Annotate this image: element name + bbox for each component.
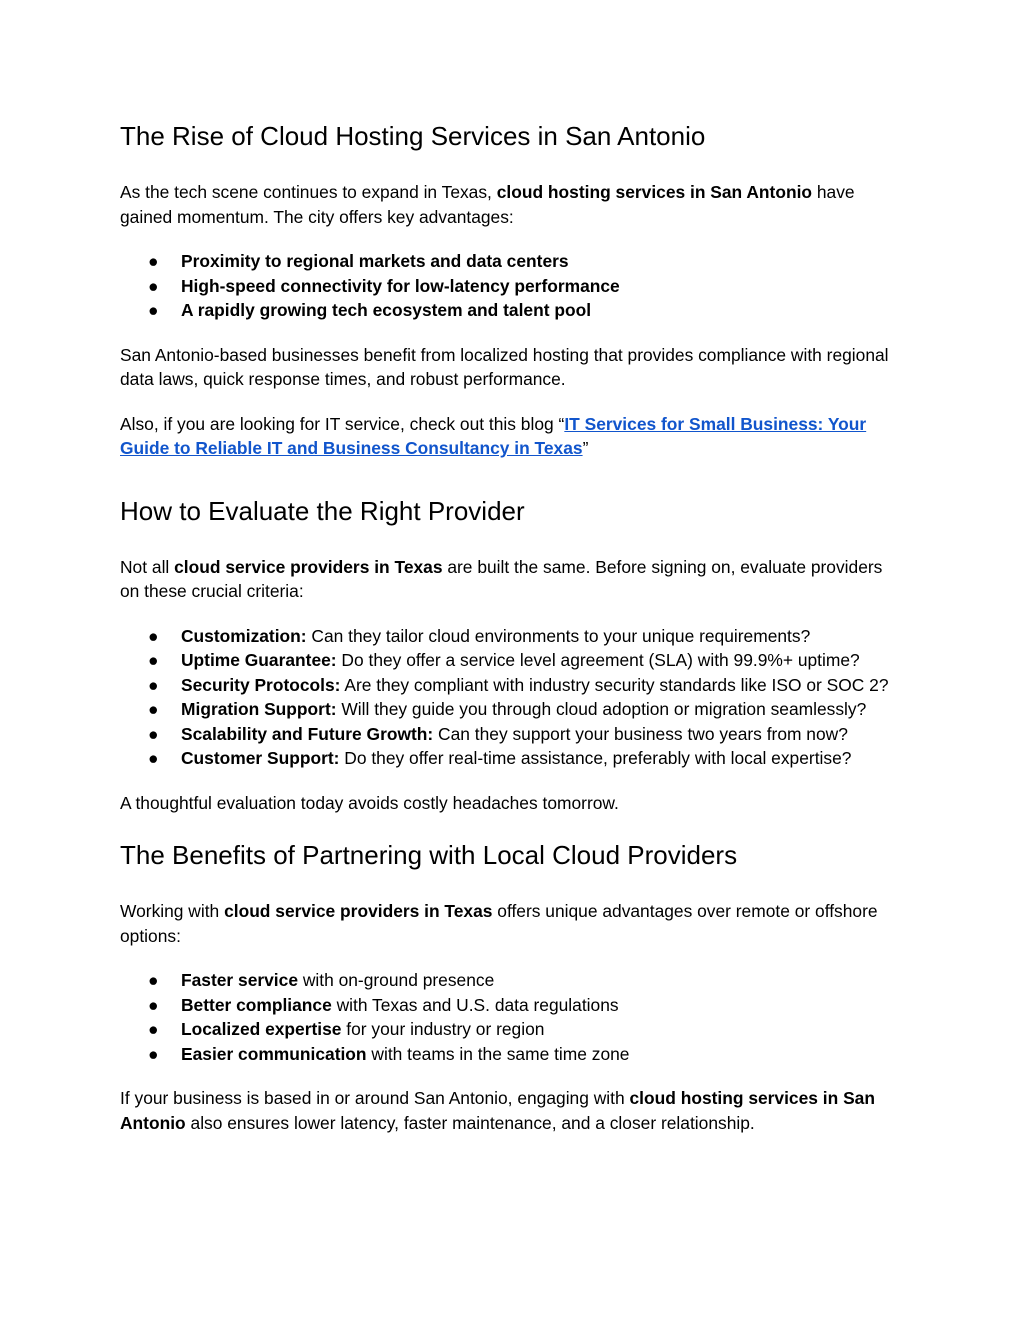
closing-text: If your business is based in or around San Antonio, engaging with — [120, 1088, 630, 1108]
bullet-icon: ● — [148, 994, 159, 1015]
intro-text: Not all — [120, 556, 175, 577]
blog-reference-text: ” — [582, 438, 589, 458]
bullet-icon: ● — [148, 300, 159, 320]
list-item — [120, 298, 904, 323]
benefit-label: Localized expertise — [181, 1019, 342, 1039]
bullet-icon: ● — [148, 699, 159, 719]
section-heading-rise-of-cloud-hosting: The Rise of Cloud Hosting Services in San Antonio — [120, 121, 706, 151]
benefit-label: Faster service — [181, 970, 298, 990]
list-item — [120, 624, 904, 649]
list-item-text: A rapidly growing tech ecosystem and talent pool — [181, 300, 592, 320]
list-item — [120, 1042, 904, 1067]
criteria-list — [120, 624, 904, 771]
benefits-list — [120, 968, 904, 1066]
criteria-text: Do they offer real-time assistance, preferably with local expertise? — [339, 748, 852, 768]
criteria-label: Customization: — [181, 625, 307, 646]
intro-text: have gained momentum. The city offers key advantages: — [120, 182, 855, 227]
intro-text: are built the same. Before signing on, evaluate providers on these crucial criteria: — [120, 556, 883, 601]
intro-bold-keyword: cloud hosting services in San Antonio — [496, 182, 813, 202]
list-item — [120, 968, 904, 993]
intro-bold-keyword: cloud service providers in Texas — [224, 901, 493, 921]
intro-bold-keyword: cloud service providers in Texas — [174, 556, 443, 577]
bullet-icon: ● — [148, 1043, 159, 1064]
benefit-text: with Texas and U.S. data regulations — [331, 994, 619, 1015]
section2-closing-paragraph: A thoughtful evaluation today avoids costly headaches tomorrow. — [120, 792, 619, 813]
list-item — [120, 697, 904, 722]
section1-intro-paragraph — [120, 180, 904, 229]
section1-benefit-paragraph: San Antonio-based businesses benefit from localized hosting that provides compliance with regional data laws, quick response times, and robust performance. — [120, 344, 889, 389]
list-item — [120, 722, 904, 747]
bullet-icon: ● — [148, 275, 159, 296]
bullet-icon: ● — [148, 674, 159, 695]
list-item — [120, 993, 904, 1018]
list-item — [120, 673, 904, 698]
bullet-icon: ● — [148, 625, 159, 646]
blog-link[interactable]: IT Services for Small Business: Your Guide to Reliable IT and Business Consultancy in Texas — [120, 413, 867, 458]
closing-text: also ensures lower latency, faster maintenance, and a closer relationship. — [185, 1112, 755, 1133]
criteria-label: Security Protocols: — [181, 674, 341, 695]
criteria-text: Can they tailor cloud environments to your unique requirements? — [306, 625, 811, 646]
criteria-text: Do they offer a service level agreement (SLA) with 99.9%+ uptime? — [336, 650, 860, 670]
criteria-text: Can they support your business two years from now? — [433, 723, 848, 744]
criteria-label: Customer Support: — [181, 748, 340, 768]
bullet-icon: ● — [148, 723, 159, 744]
benefit-text: for your industry or region — [341, 1019, 545, 1039]
list-item — [120, 746, 904, 771]
criteria-label: Scalability and Future Growth: — [181, 723, 434, 744]
list-item — [120, 1017, 904, 1042]
bullet-icon: ● — [148, 650, 159, 670]
list-item — [120, 274, 904, 299]
bullet-icon: ● — [148, 251, 159, 271]
criteria-label: Uptime Guarantee: — [181, 650, 337, 670]
benefit-text: with teams in the same time zone — [366, 1043, 630, 1064]
section-heading-evaluate-provider: How to Evaluate the Right Provider — [120, 495, 525, 526]
bullet-icon: ● — [148, 1019, 159, 1039]
bullet-icon: ● — [148, 970, 159, 990]
benefit-label: Better compliance — [181, 994, 332, 1015]
section2-intro-paragraph — [120, 555, 904, 604]
closing-bold-keyword: cloud hosting services in San Antonio — [120, 1088, 875, 1133]
advantages-list — [120, 249, 904, 323]
list-item — [120, 648, 904, 673]
blog-reference-paragraph — [120, 412, 904, 461]
intro-text: offers unique advantages over remote or offshore options: — [120, 901, 878, 946]
intro-text: As the tech scene continues to expand in Texas, — [120, 182, 497, 202]
criteria-label: Migration Support: — [181, 699, 337, 719]
list-item-text: Proximity to regional markets and data centers — [181, 251, 569, 271]
bullet-icon: ● — [148, 748, 159, 768]
blog-reference-text: Also, if you are looking for IT service, check out this blog “ — [120, 413, 565, 434]
section3-intro-paragraph — [120, 899, 904, 948]
benefit-label: Easier communication — [181, 1043, 367, 1064]
criteria-text: Are they compliant with industry security standards like ISO or SOC 2? — [340, 674, 889, 695]
criteria-text: Will they guide you through cloud adoption or migration seamlessly? — [336, 699, 867, 719]
list-item — [120, 249, 904, 274]
list-item-text: High-speed connectivity for low-latency performance — [181, 275, 620, 296]
section-heading-local-cloud-benefits: The Benefits of Partnering with Local Cloud Providers — [120, 840, 738, 870]
benefit-text: with on-ground presence — [298, 970, 495, 990]
section3-closing-paragraph — [120, 1086, 904, 1135]
intro-text: Working with — [120, 901, 225, 921]
